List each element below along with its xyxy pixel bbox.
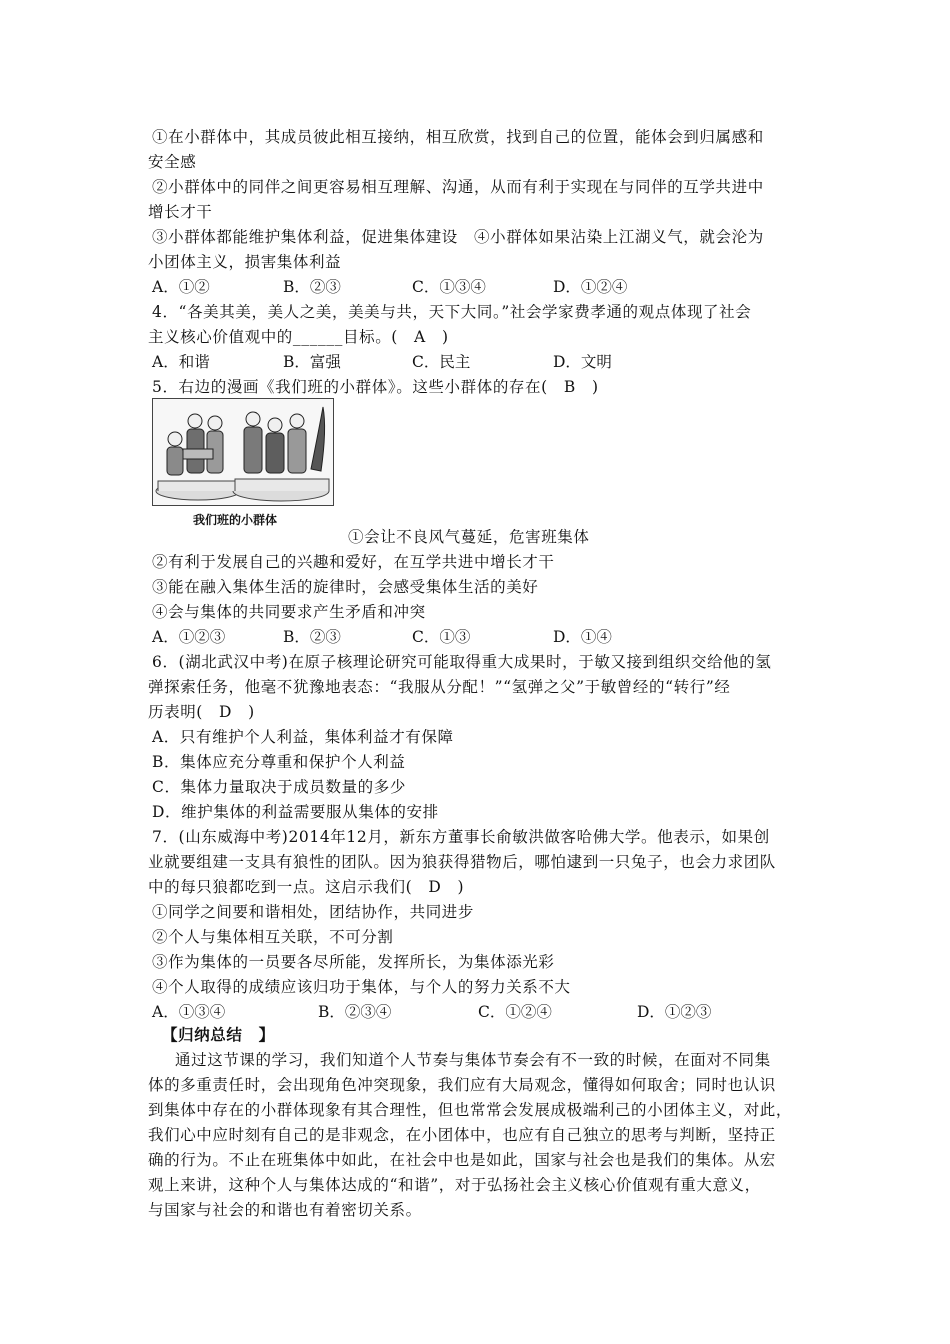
q7-stem-line-2: 业就要组建一支具有狼性的团队。因为狼获得猎物后，哪怕逮到一只兔子，也会力求团队: [148, 853, 776, 871]
q6-stem-line-2: 弹探索任务，他毫不犹豫地表态：“我服从分配！”“氢弹之父”于敏曾经的“转行”经: [148, 678, 731, 696]
q7-option-c: C．①②④: [478, 1003, 552, 1021]
q3-option-d: D．①②④: [553, 278, 628, 296]
q6-stem-line-3: 历表明( D ): [148, 703, 255, 721]
q6-option-c: C．集体力量取决于成员数量的多少: [152, 778, 406, 796]
q6-stem-line-1: 6．(湖北武汉中考)在原子核理论研究可能取得重大成果时，于敏又接到组织交给他的氢: [152, 653, 772, 671]
cartoon-drawing: [153, 399, 333, 505]
q4-option-a: A．和谐: [152, 353, 210, 371]
q4-option-d: D．文明: [553, 353, 612, 371]
q6-option-a: A．只有维护个人利益，集体利益才有保障: [152, 728, 454, 746]
summary-line-7: 与国家与社会的和谐也有着密切关系。: [148, 1201, 422, 1219]
q5-option-c: C．①③: [412, 628, 471, 646]
q4-stem-line-1: 4．“各美其美，美人之美，美美与共，天下大同。”社会学家费孝通的观点体现了社会: [152, 303, 752, 321]
q5-statement-1: ①会让不良风气蔓延，危害班集体: [348, 528, 590, 546]
summary-line-2: 体的多重责任时，会出现角色冲突现象，我们应有大局观念，懂得如何取舍；同时也认识: [148, 1076, 776, 1094]
q5-statement-3: ③能在融入集体生活的旋律时，会感受集体生活的美好: [152, 578, 539, 596]
summary-line-4: 我们心中应时刻有自己的是非观念，在小团体中，也应有自己独立的思考与判断，坚持正: [148, 1126, 776, 1144]
q5-option-d: D．①④: [553, 628, 612, 646]
cartoon-illustration: [152, 398, 334, 506]
q7-statement-2: ②个人与集体相互关联，不可分割: [152, 928, 394, 946]
q3-option-b: B．②③: [283, 278, 341, 296]
summary-line-6: 观上来讲，这种个人与集体达成的“和谐”，对于弘扬社会主义核心价值观有重大意义，: [148, 1176, 761, 1194]
q5-option-a: A．①②③: [152, 628, 226, 646]
summary-line-3: 到集体中存在的小群体现象有其合理性，但也常常会发展成极端利己的小团体主义，对此，: [148, 1101, 793, 1119]
q5-option-b: B．②③: [283, 628, 341, 646]
q6-option-b: B．集体应充分尊重和保护个人利益: [152, 753, 406, 771]
q7-stem-line-3: 中的每只狼都吃到一点。这启示我们( D ): [148, 878, 465, 896]
q4-option-b: B．富强: [283, 353, 341, 371]
q4-stem-line-2: 主义核心价值观中的______目标。( A ): [148, 328, 449, 346]
q3-statement-3-4: ③小群体都能维护集体利益，促进集体建设 ④小群体如果沾染上江湖义气，就会沦为: [152, 228, 764, 246]
q7-option-d: D．①②③: [637, 1003, 712, 1021]
q7-option-b: B．②③④: [318, 1003, 392, 1021]
q6-option-d: D．维护集体的利益需要服从集体的安排: [152, 803, 439, 821]
q7-statement-3: ③作为集体的一员要各尽所能，发挥所长，为集体添光彩: [152, 953, 555, 971]
q3-statement-1-cont: 安全感: [148, 153, 197, 171]
q5-statement-4: ④会与集体的共同要求产生矛盾和冲突: [152, 603, 426, 621]
q7-stem-line-1: 7．(山东威海中考)2014年12月，新东方董事长俞敏洪做客哈佛大学。他表示，如果创: [152, 828, 770, 846]
cartoon-caption: 我们班的小群体: [193, 513, 278, 527]
q3-statement-1: ①在小群体中，其成员彼此相互接纳，相互欣赏，找到自己的位置，能体会到归属感和: [152, 128, 764, 146]
summary-line-1: 通过这节课的学习，我们知道个人节奏与集体节奏会有不一致的时候，在面对不同集: [175, 1051, 771, 1069]
q3-option-a: A．①②: [152, 278, 210, 296]
q7-statement-1: ①同学之间要和谐相处，团结协作，共同进步: [152, 903, 475, 921]
summary-line-5: 确的行为。不止在班集体中如此，在社会中也是如此，国家与社会也是我们的集体。从宏: [148, 1151, 776, 1169]
q5-stem: 5．右边的漫画《我们班的小群体》。这些小群体的存在( B ): [152, 378, 599, 396]
q3-option-c: C．①③④: [412, 278, 486, 296]
q3-statement-4-cont: 小团体主义，损害集体利益: [148, 253, 342, 271]
summary-heading: 【归纳总结 】: [162, 1025, 275, 1044]
q7-statement-4: ④个人取得的成绩应该归功于集体，与个人的努力关系不大: [152, 978, 571, 996]
q3-statement-2: ②小群体中的同伴之间更容易相互理解、沟通，从而有利于实现在与同伴的互学共进中: [152, 178, 764, 196]
q5-statement-2: ②有利于发展自己的兴趣和爱好，在互学共进中增长才干: [152, 553, 555, 571]
q7-option-a: A．①③④: [152, 1003, 226, 1021]
q3-statement-2-cont: 增长才干: [148, 203, 213, 221]
q4-option-c: C．民主: [412, 353, 471, 371]
